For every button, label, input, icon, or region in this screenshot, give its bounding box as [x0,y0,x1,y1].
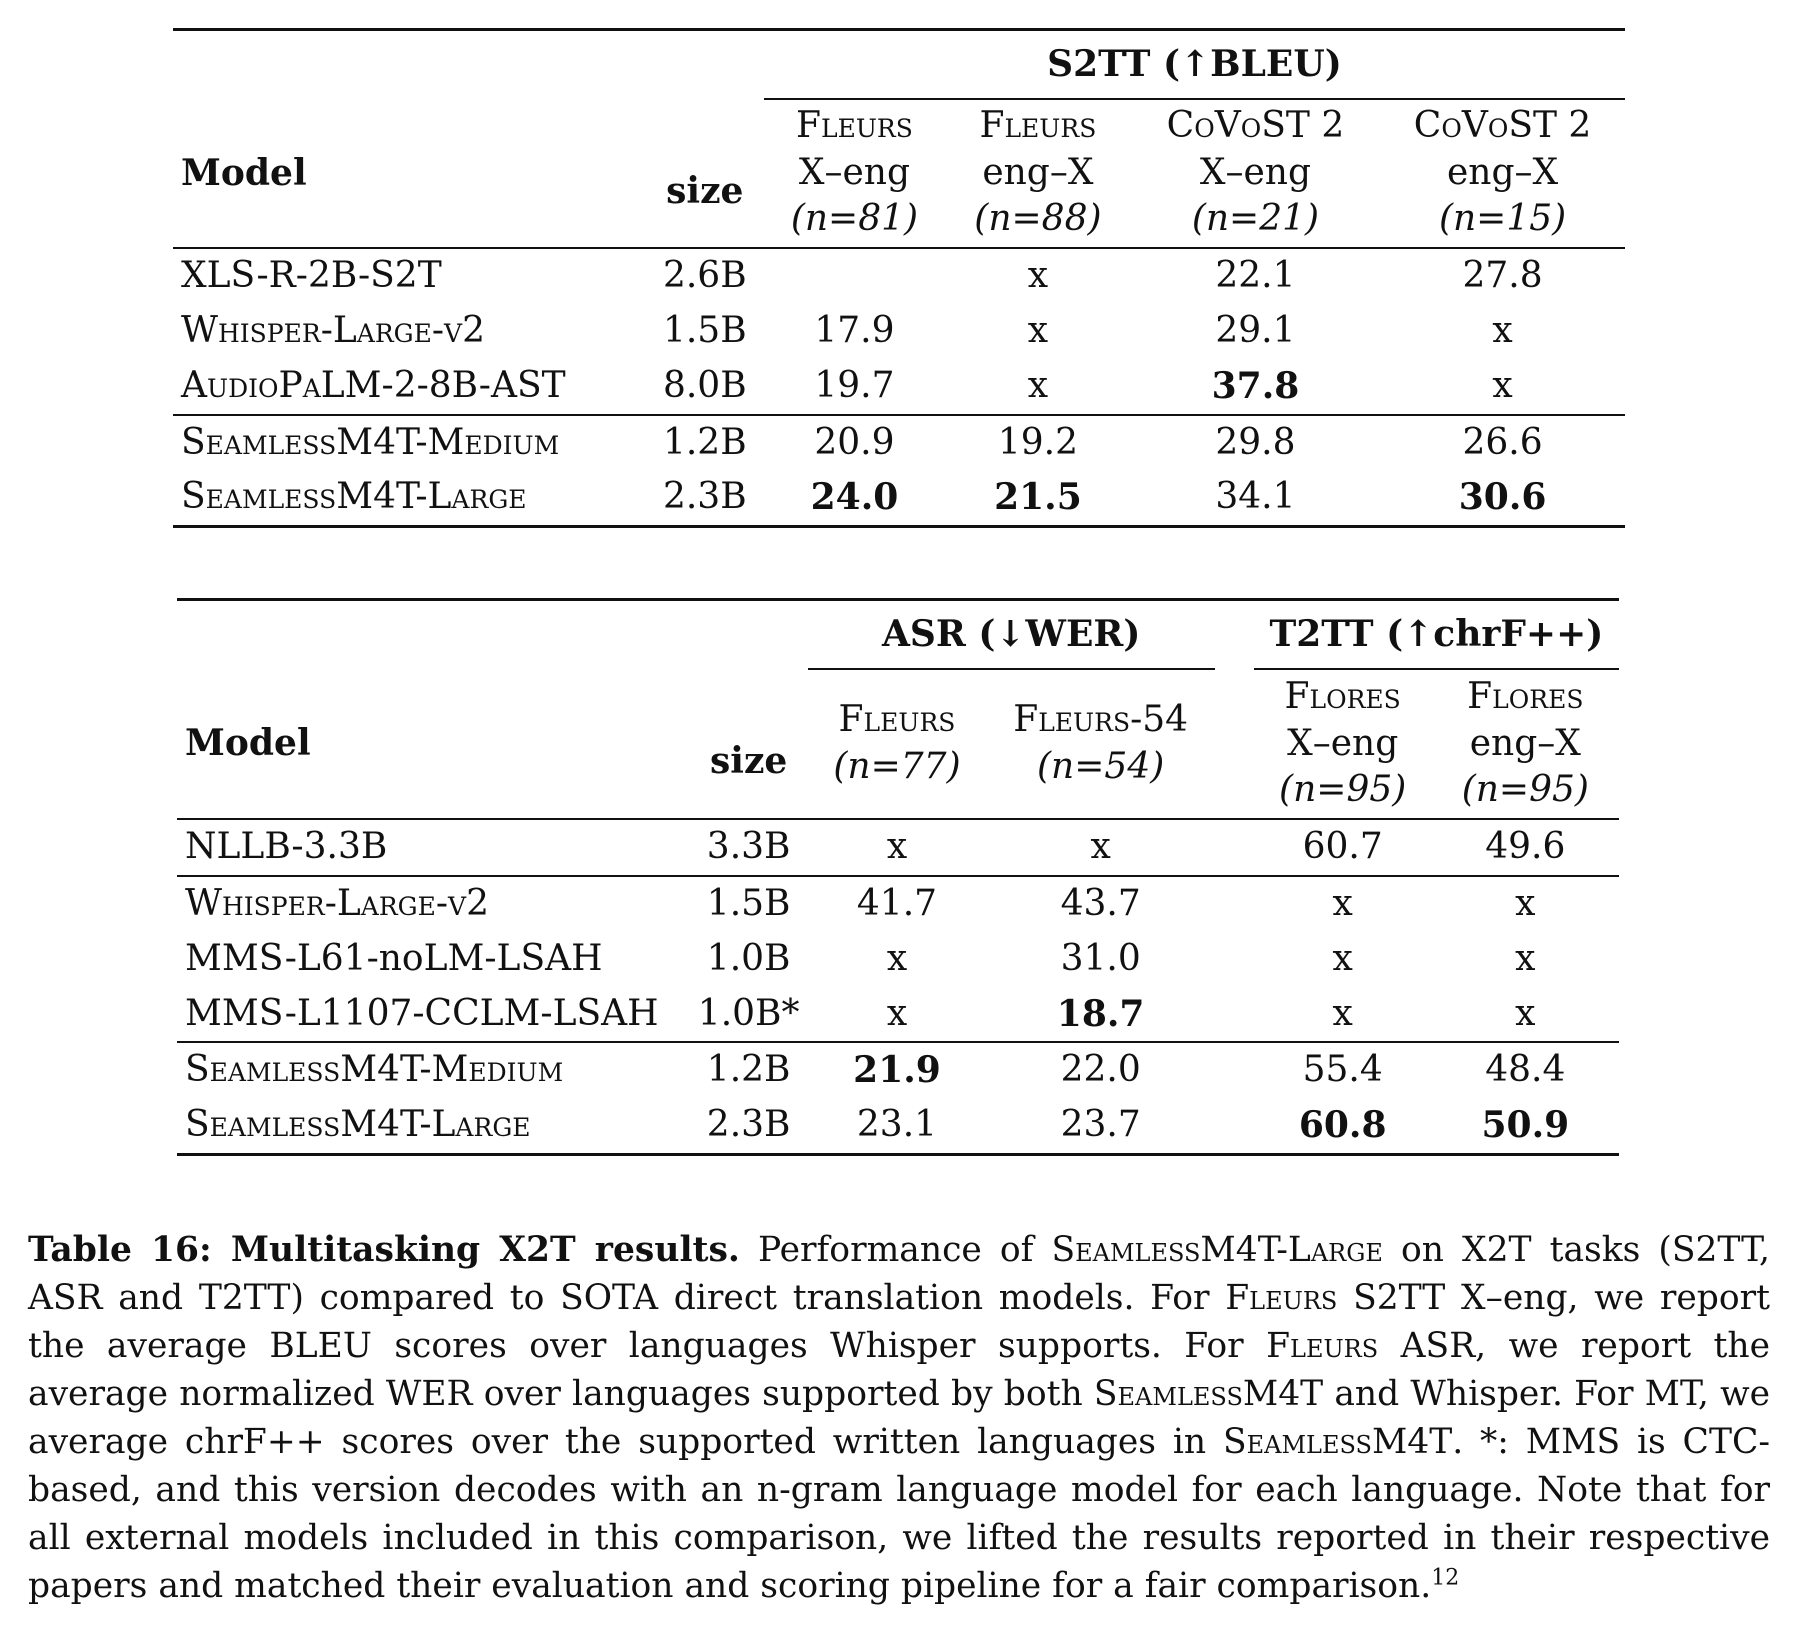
table-row [173,359,1625,415]
sample-count: (n=88) [974,198,1102,240]
score-cell: 27.8 [1380,248,1625,304]
sample-count: (n=21) [1191,198,1320,240]
score-cell-best: 21.9 [808,1042,987,1098]
direction: eng–X [982,151,1094,193]
column-header [808,669,987,819]
dataset-name: CoVoST 2 [1166,104,1345,146]
dataset-name: CoVoST 2 [1413,104,1592,146]
model-size: 1.5B [690,876,808,932]
score-cell [764,248,945,304]
score-cell: x [1515,992,1536,1034]
caption-text: ASR, we report the average normalized WER over languages supported by both [28,1326,1770,1414]
table-row [177,1098,1619,1154]
model-size: 3.3B [690,819,808,876]
model-size: 1.0B* [697,992,800,1034]
caption-text: . *: MMS is CTC-based, and this version decodes with an n-gram language model for each language. Note that for all external models included in this comparison, we lifted the results reported in their respective papers and matched their evaluation and scoring pipeline for a fair comparison. [28,1422,1771,1606]
caption-model-name: SeamlessM4T [1222,1422,1453,1462]
table-row [177,1042,1619,1098]
size-header: size [710,740,788,783]
sample-count: (n=81) [790,198,919,240]
score-cell: 43.7 [986,876,1214,932]
table-row [177,987,1619,1043]
model-name: SeamlessM4T-Large [173,470,646,526]
score-cell: 34.1 [1131,470,1380,526]
score-cell: x [1515,937,1536,979]
score-cell: 20.9 [764,415,945,471]
dataset-name: Fleurs [796,104,913,146]
caption-text: on X2T tasks (S2TT, ASR and T2TT) compared to SOTA direct translation models. For [28,1230,1770,1318]
table-row [177,932,1619,987]
model-name: MMS-L1107-CCLM-LSAH [185,992,659,1034]
model-size: 1.2B [646,415,764,471]
table-row [177,819,1619,876]
score-cell: x [1432,876,1619,932]
model-size: 1.0B [706,937,791,979]
direction: eng–X [1469,722,1581,764]
sample-count: (n=54) [1037,745,1165,787]
size-header: size [666,169,744,212]
model-name: SeamlessM4T-Large [177,1098,690,1154]
score-cell: x [986,819,1214,876]
model-size: 1.2B [690,1042,808,1098]
score-cell-best: 18.7 [1056,992,1145,1035]
model-name: MMS-L61-noLM-LSAH [185,937,603,979]
caption-label: Table 16: Multitasking X2T results. [28,1230,740,1270]
score-cell: 23.7 [986,1098,1214,1154]
column-header [1254,669,1432,819]
score-cell: 48.4 [1432,1042,1619,1098]
table-caption [28,1226,1770,1610]
score-cell: x [886,937,908,979]
score-cell-best: 30.6 [1380,470,1625,526]
table-row [173,470,1625,526]
sample-count: (n=15) [1438,198,1567,240]
model-name: Whisper-Large-v2 [181,309,485,351]
score-cell: x [1027,364,1049,406]
table-row [173,415,1625,471]
dataset-name: Fleurs-54 [1013,699,1189,741]
model-size: 2.3B [646,470,764,526]
score-cell: 22.1 [1131,248,1380,304]
model-size: 8.0B [662,364,747,406]
score-cell: 49.6 [1432,819,1619,876]
score-cell: x [945,248,1131,304]
score-cell: 55.4 [1254,1042,1432,1098]
score-cell: 17.9 [814,309,895,351]
table-row [173,248,1625,304]
column-header [1380,99,1625,248]
column-header [986,669,1214,819]
s2tt-results-table [173,28,1625,528]
caption-text: Performance of [757,1230,1034,1270]
column-header [1131,99,1380,248]
score-cell: x [1254,876,1432,932]
score-cell-best: 21.5 [945,470,1131,526]
score-cell: x [1492,364,1513,406]
dataset-name: Flores [1284,675,1401,717]
t2tt-group-header: T2TT (↑chrF++) [1254,600,1619,669]
s2tt-group-header: S2TT (↑BLEU) [764,30,1625,99]
score-cell: x [1027,309,1049,351]
score-cell: x [1492,309,1513,351]
score-cell: 29.8 [1131,415,1380,471]
score-cell: x [808,819,987,876]
asr-t2tt-results-table [177,598,1619,1156]
caption-model-name: SeamlessM4T [1093,1374,1324,1414]
direction: eng–X [1446,151,1559,193]
column-header [1432,669,1619,819]
caption-model-name: SeamlessM4T-Large [1051,1230,1383,1270]
score-cell: 19.7 [814,364,895,406]
model-name: AudioPaLM-2-8B-AST [181,364,566,406]
score-cell-best: 50.9 [1432,1098,1619,1154]
model-name: SeamlessM4T-Medium [173,415,646,471]
score-cell-best: 24.0 [764,470,945,526]
direction: X–eng [1199,151,1312,193]
score-cell: 26.6 [1380,415,1625,471]
table-row [177,876,1619,932]
model-size: 2.6B [646,248,764,304]
model-name: XLS-R-2B-S2T [173,248,646,304]
column-header [945,99,1131,248]
dataset-name: Fleurs [979,104,1097,146]
dataset-name: Fleurs [838,699,956,741]
score-cell-best: 37.8 [1211,364,1300,407]
sample-count: (n=95) [1461,769,1589,811]
caption-dataset-name: Fleurs [1266,1326,1379,1366]
table-row [173,304,1625,359]
model-name: NLLB-3.3B [177,819,690,876]
score-cell: 22.0 [986,1042,1214,1098]
score-cell-best: 60.8 [1254,1098,1432,1154]
column-header [764,99,945,248]
footnote-marker: 12 [1431,1565,1460,1591]
dataset-name: Flores [1467,675,1584,717]
score-cell: 60.7 [1254,819,1432,876]
score-cell: x [1332,937,1353,979]
caption-text: S2TT X–eng, we report the average BLEU scores over languages Whisper supports. For [28,1278,1771,1366]
sample-count: (n=95) [1279,769,1407,811]
model-name: SeamlessM4T-Medium [177,1042,690,1098]
score-cell: 41.7 [808,876,987,932]
caption-dataset-name: Fleurs [1225,1278,1338,1318]
model-size: 2.3B [690,1098,808,1154]
score-cell: x [886,992,908,1034]
score-cell: 19.2 [945,415,1131,471]
model-header: Model [185,722,311,765]
sample-count: (n=77) [833,745,961,787]
direction: X–eng [1287,722,1399,764]
score-cell: x [1332,992,1353,1034]
score-cell: 31.0 [1060,937,1141,979]
caption-text: and Whisper. For MT, we average chrF++ scores over the supported written languages in [28,1374,1771,1462]
model-name: Whisper-Large-v2 [177,876,690,932]
score-cell: 29.1 [1215,309,1296,351]
model-header: Model [181,151,307,194]
score-cell: 23.1 [808,1098,987,1154]
direction: X–eng [798,151,911,193]
asr-group-header: ASR (↓WER) [808,600,1215,669]
model-size: 1.5B [662,309,747,351]
